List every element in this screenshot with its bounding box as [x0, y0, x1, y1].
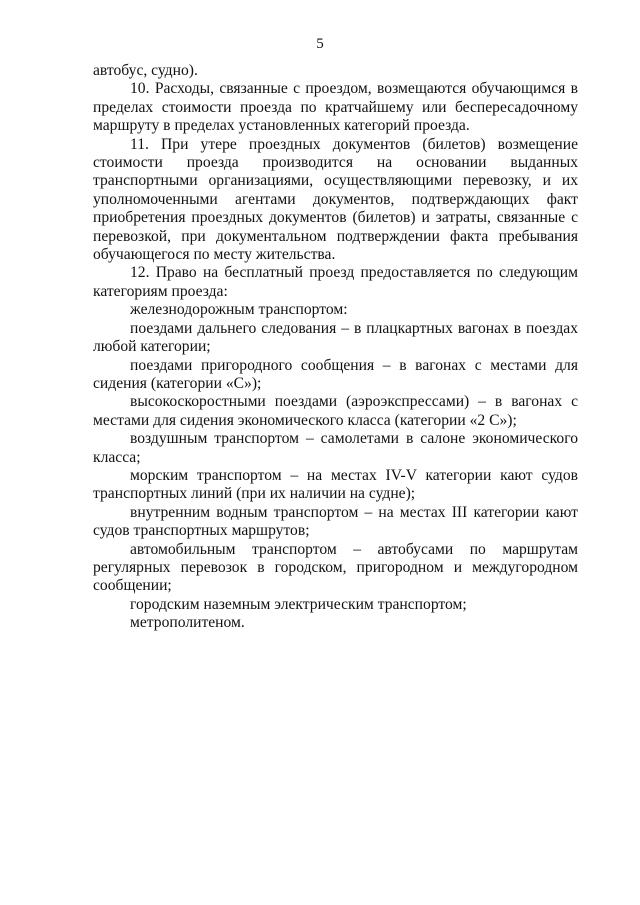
list-item-suburban-trains: поездами пригородного сообщения – в вагонах с местами для сидения (категории «С»); — [93, 356, 578, 392]
list-item-high-speed-trains: высокоскоростными поездами (аэроэкспрессами) – в вагонах с местами для сидения экономического класса (категории «2 С»); — [93, 393, 578, 429]
paragraph-10: 10. Расходы, связанные с проездом, возмещаются обучающимся в пределах стоимости проезда по кратчайшему или беспересадочному маршруту в пределах установленных категорий проезда. — [93, 80, 578, 135]
list-item-railway: железнодорожным транспортом: — [130, 301, 348, 319]
list-item-metro: метрополитеном. — [130, 614, 245, 632]
list-item-long-distance-trains: поездами дальнего следования – в плацкартных вагонах в поездах любой категории; — [93, 319, 578, 356]
list-item-road-transport: автомобильным транспортом – автобусами по маршрутам регулярных перевозок в городском, пригородном и междугородном сообщении; — [93, 540, 578, 595]
document-body — [93, 62, 578, 633]
list-item-urban-electric-transport: городским наземным электрическим транспортом; — [130, 595, 467, 613]
list-item-sea-transport: морским транспортом – на местах IV-V категории кают судов транспортных линий (при их наличии на судне); — [93, 466, 578, 503]
page-number: 5 — [316, 36, 324, 52]
list-item-air-transport: воздушным транспортом – самолетами в салоне экономического класса; — [93, 430, 578, 466]
paragraph-12: 12. Право на бесплатный проезд предоставляется по следующим категориям проезда: — [93, 264, 578, 300]
paragraph-continuation: автобус, судно). — [93, 62, 198, 79]
paragraph-11: 11. При утере проездных документов (билетов) возмещение стоимости проезда производится на основании выданных транспортными организациями, осуществляющими перевозку, и их уполномоченными агентами документов, подтверждающих факт приобретения проездных документов (билетов) и затраты, связанные с перевозкой, при документальном подтверждении факта пребывания обучающегося по месту жительства. — [93, 135, 578, 264]
list-item-inland-water-transport: внутренним водным транспортом – на местах III категории кают судов транспортных маршрутов; — [93, 503, 578, 540]
